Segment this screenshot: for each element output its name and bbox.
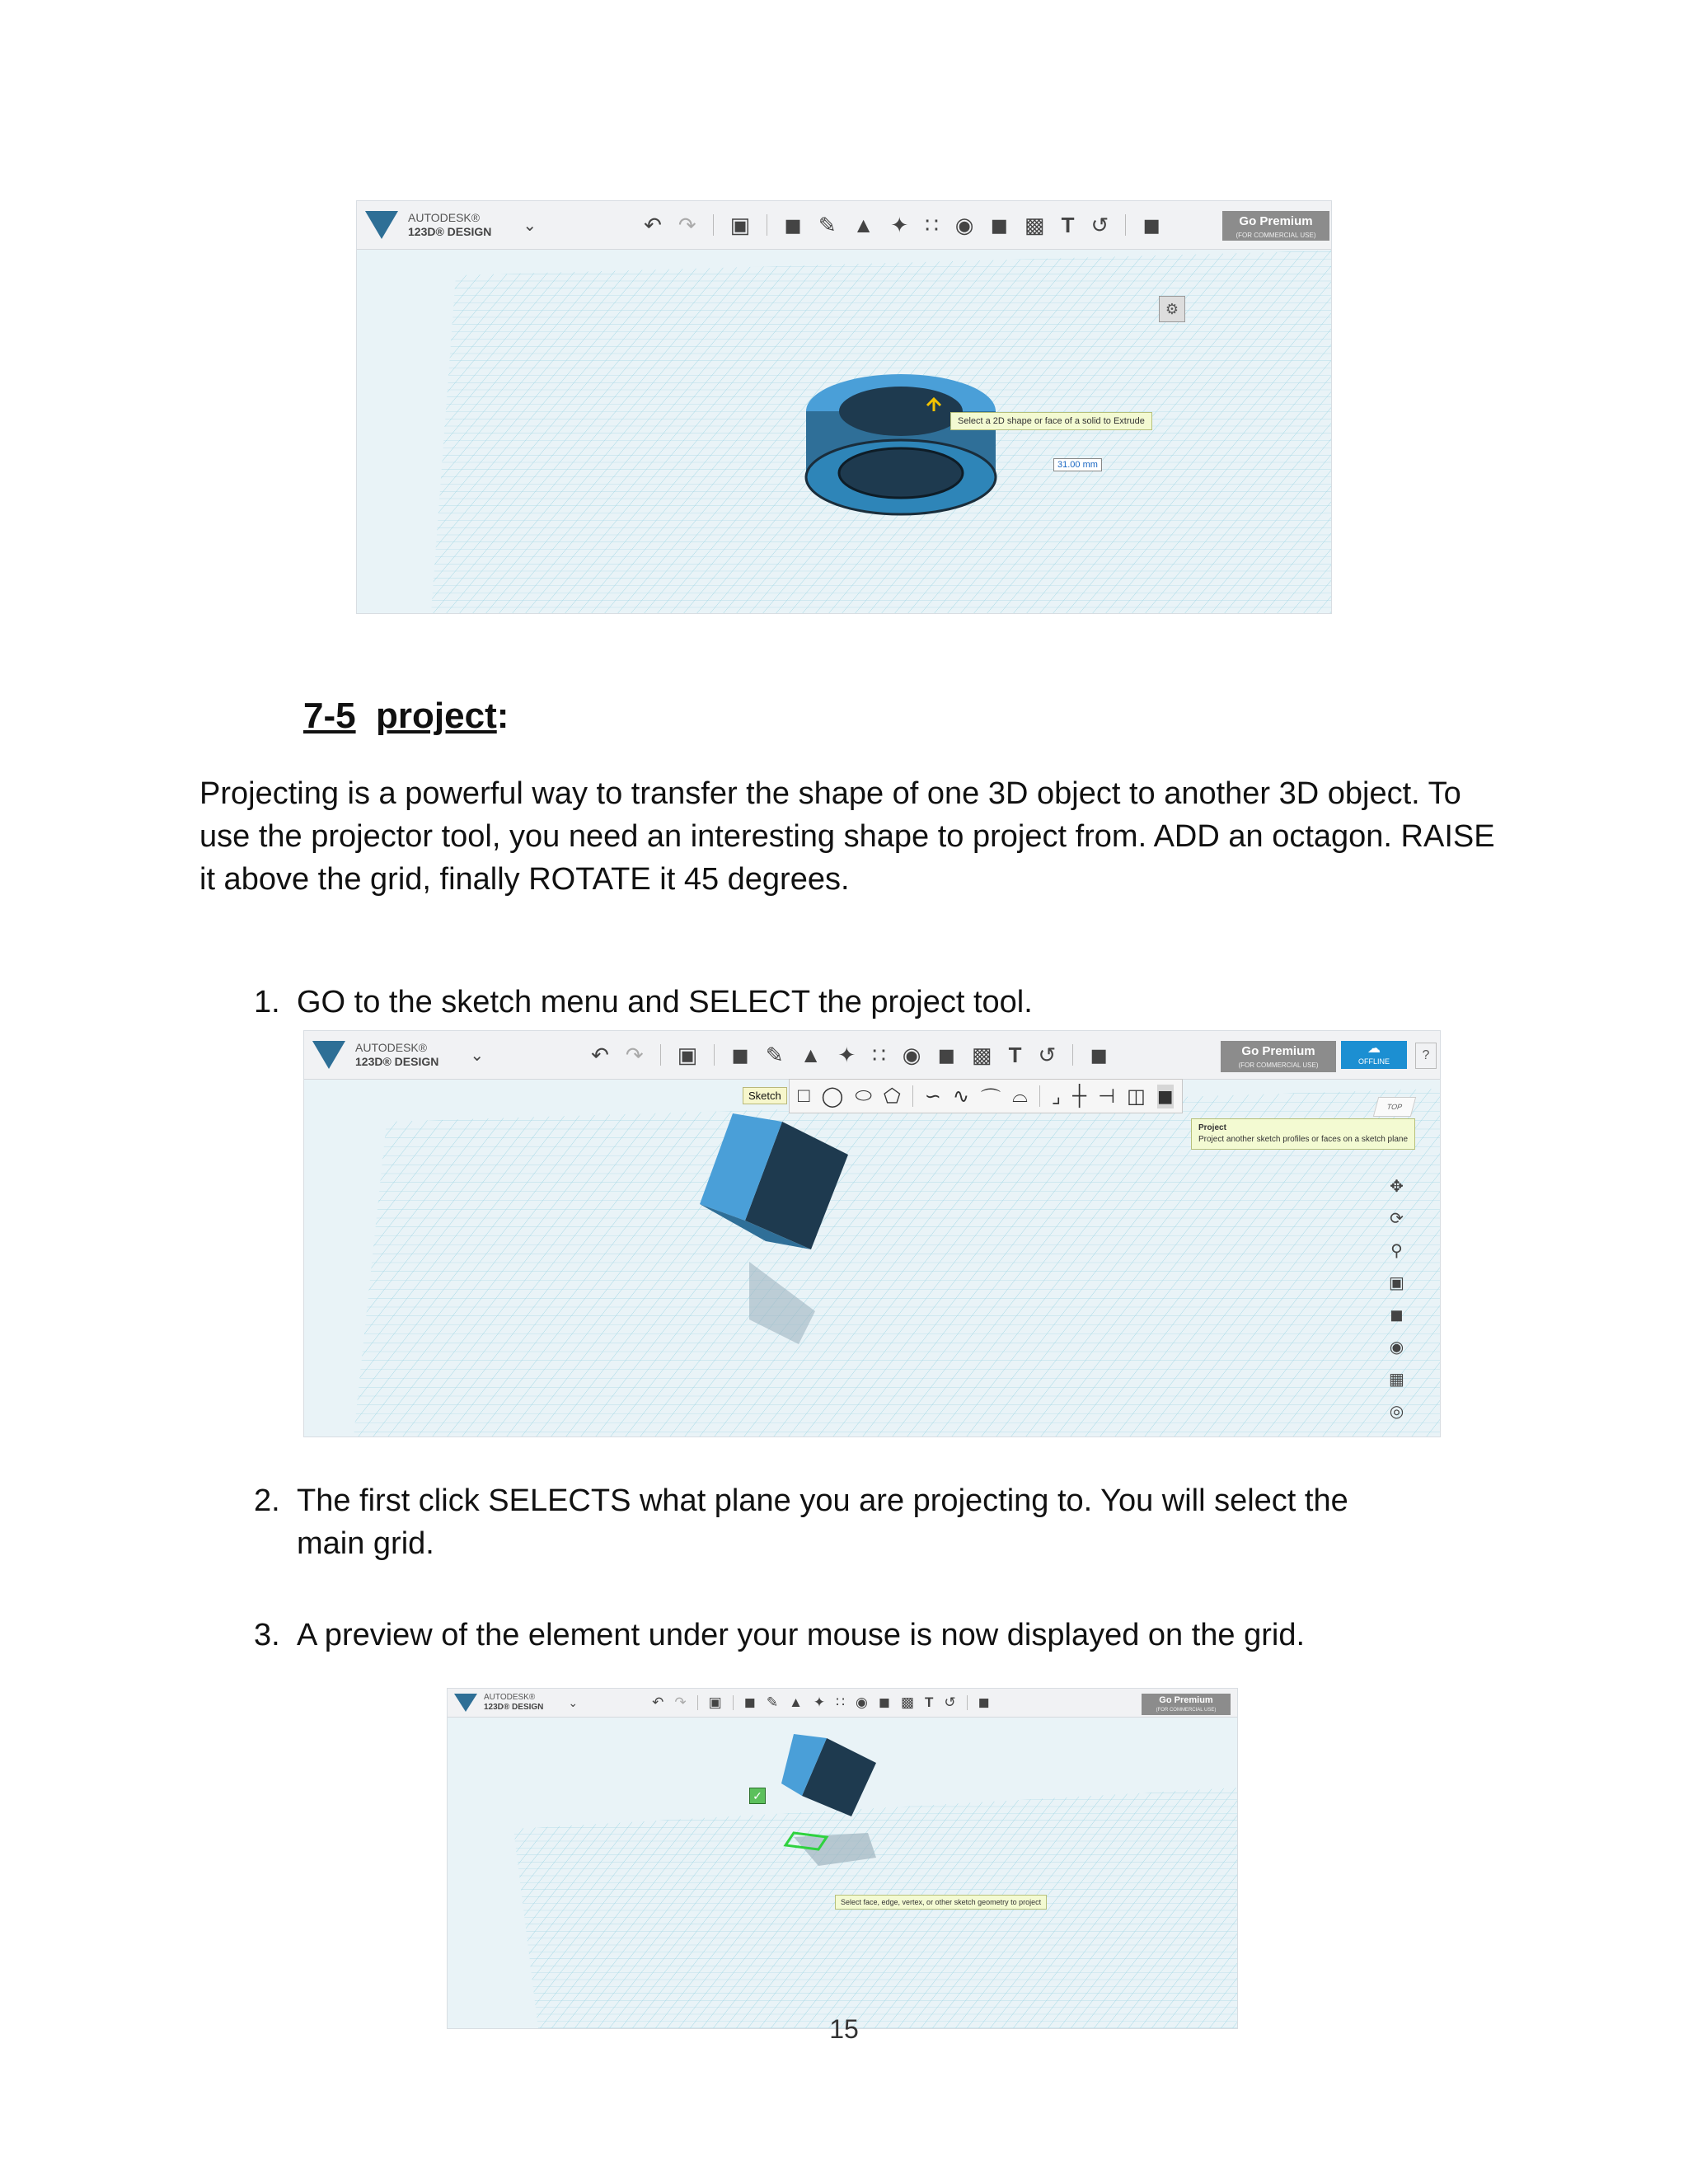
circle-sketch-icon[interactable]: ◯ (821, 1085, 844, 1108)
transform-icon[interactable]: ▣ (708, 1694, 722, 1710)
ellipse-sketch-icon[interactable]: ⬭ (855, 1085, 872, 1107)
offline-button[interactable]: ☁ OFFLINE (1341, 1041, 1407, 1069)
visibility-eye-icon[interactable]: ◉ (1389, 1338, 1404, 1357)
modify-icon[interactable]: ✦ (890, 212, 909, 237)
app-logo[interactable]: AUTODESK® 123D® DESIGN (304, 1041, 438, 1069)
grid-viewport[interactable] (448, 1689, 1237, 2028)
combine-icon[interactable]: ◼ (990, 212, 1009, 237)
material-icon[interactable]: ◼ (1090, 1042, 1108, 1067)
material-icon[interactable]: ◼ (978, 1694, 990, 1710)
extend-sketch-icon[interactable]: ⊣ (1098, 1085, 1116, 1108)
autodesk-logo-icon (312, 1041, 345, 1069)
grid-toggle-icon[interactable]: ▦ (1389, 1371, 1404, 1389)
camera-icon[interactable]: ◎ (1389, 1403, 1404, 1421)
screenshot-project-tool (303, 1030, 1441, 1437)
sketch-menu-label: Sketch (743, 1087, 787, 1104)
pattern-icon[interactable]: ∷ (872, 1042, 886, 1067)
app-toolbar (304, 1031, 1440, 1080)
cloud-offline-icon: ☁ (1367, 1042, 1381, 1056)
step-1: 1. GO to the sketch menu and SELECT the project tool. (254, 985, 1033, 1019)
step-3: 3. A preview of the element under your mouse is now displayed on the grid. (254, 1618, 1306, 1652)
modify-icon[interactable]: ✦ (837, 1042, 856, 1067)
transform-icon[interactable]: ▣ (729, 212, 751, 237)
app-logo[interactable]: AUTODESK® 123D® DESIGN (357, 211, 491, 239)
settings-gear-icon[interactable]: ⚙ (1159, 296, 1185, 322)
text-icon[interactable]: T (1008, 1042, 1022, 1067)
offset-sketch-icon[interactable]: ◫ (1127, 1085, 1146, 1108)
combine-icon[interactable]: ◼ (937, 1042, 956, 1067)
undo-icon[interactable]: ↶ (652, 1694, 664, 1710)
pattern-icon[interactable]: ∷ (925, 212, 939, 237)
sketch-icon[interactable]: ✎ (765, 1042, 784, 1067)
extrude-distance-input[interactable]: 31.00 mm (1053, 458, 1102, 471)
grouping-icon[interactable]: ◉ (954, 212, 974, 237)
go-premium-button[interactable]: Go Premium (FOR COMMERCIAL USE) (1222, 211, 1329, 241)
zoom-icon[interactable]: ⚲ (1390, 1242, 1403, 1260)
grid-viewport[interactable] (357, 201, 1331, 613)
page-number: 15 (829, 2014, 859, 2044)
app-toolbar (357, 201, 1331, 250)
autodesk-logo-icon (454, 1694, 477, 1712)
fillet-sketch-icon[interactable]: ⌟ (1051, 1085, 1062, 1108)
text-icon[interactable]: T (925, 1694, 934, 1710)
primitives-icon[interactable]: ◼ (731, 1042, 749, 1067)
grouping-icon[interactable]: ◉ (902, 1042, 921, 1067)
autodesk-logo-icon (365, 211, 398, 239)
construct-icon[interactable]: ▲ (852, 212, 874, 237)
confirm-checkbox[interactable]: ✓ (749, 1788, 766, 1804)
help-button[interactable]: ? (1415, 1043, 1437, 1069)
project-sketch-icon[interactable]: ◼ (1156, 1085, 1174, 1108)
polyline-sketch-icon[interactable]: ∽ (924, 1085, 941, 1108)
view-mode-icon[interactable]: ◼ (1390, 1306, 1404, 1324)
measure-icon[interactable]: ▩ (1025, 212, 1045, 237)
project-tooltip: Project Project another sketch profiles or faces on a sketch plane (1191, 1118, 1415, 1150)
screenshot-extrude (356, 200, 1332, 614)
redo-icon[interactable]: ↷ (625, 1042, 644, 1067)
text-icon[interactable]: T (1061, 212, 1075, 237)
intro-paragraph: Projecting is a powerful way to transfer the shape of one 3D object to another 3D object. To use the projector tool, you need an interesting shape to project from. ADD an octagon. RAISE it above the grid, finally ROTATE it 45 degrees. (199, 776, 1495, 897)
snap-icon[interactable]: ↺ (944, 1694, 956, 1710)
polygon-sketch-icon[interactable]: ⬠ (883, 1085, 901, 1108)
fit-icon[interactable]: ▣ (1389, 1274, 1404, 1292)
arc-sketch-icon[interactable]: ⌒ (980, 1087, 1001, 1110)
redo-icon[interactable]: ↷ (678, 212, 696, 237)
transform-icon[interactable]: ▣ (677, 1042, 698, 1067)
section-heading: 7-5 project: (303, 696, 509, 736)
snap-icon[interactable]: ↺ (1038, 1042, 1057, 1067)
project-select-tooltip: Select face, edge, vertex, or other sketch geometry to project (835, 1895, 1047, 1910)
navigation-bar (1389, 1176, 1404, 1422)
sketch-tools-bar (789, 1079, 1183, 1113)
step-2: 2. The first click SELECTS what plane you are projecting to. You will select the main grid. (254, 1483, 1348, 1561)
go-premium-button[interactable]: Go Premium (FOR COMMERCIAL USE) (1142, 1694, 1231, 1715)
redo-icon[interactable]: ↷ (674, 1694, 687, 1710)
grouping-icon[interactable]: ◉ (855, 1694, 868, 1710)
measure-icon[interactable]: ▩ (900, 1694, 915, 1710)
orbit-icon[interactable]: ⟳ (1390, 1210, 1404, 1228)
combine-icon[interactable]: ◼ (878, 1694, 890, 1710)
trim-sketch-icon[interactable]: ┼ (1072, 1085, 1087, 1107)
pattern-icon[interactable]: ∷ (836, 1694, 845, 1710)
app-menu-chevron-icon[interactable]: ⌄ (568, 1695, 579, 1709)
material-icon[interactable]: ◼ (1142, 212, 1160, 237)
app-menu-chevron-icon[interactable]: ⌄ (523, 216, 537, 235)
screenshot-project-preview (447, 1688, 1238, 2029)
undo-icon[interactable]: ↶ (591, 1042, 609, 1067)
sketch-icon[interactable]: ✎ (766, 1694, 779, 1710)
primitives-icon[interactable]: ◼ (743, 1694, 756, 1710)
app-menu-chevron-icon[interactable]: ⌄ (470, 1046, 485, 1065)
app-logo[interactable]: AUTODESK® 123D® DESIGN (448, 1693, 543, 1713)
arc2-sketch-icon[interactable]: ⌓ (1011, 1085, 1028, 1107)
viewcube[interactable]: TOP (1373, 1097, 1416, 1117)
modify-icon[interactable]: ✦ (813, 1694, 826, 1710)
go-premium-button[interactable]: Go Premium (FOR COMMERCIAL USE) (1221, 1041, 1336, 1072)
app-toolbar (448, 1689, 1237, 1718)
measure-icon[interactable]: ▩ (972, 1042, 992, 1067)
pan-icon[interactable]: ✥ (1390, 1178, 1404, 1196)
construct-icon[interactable]: ▲ (789, 1694, 803, 1710)
construct-icon[interactable]: ▲ (799, 1042, 822, 1067)
spline-sketch-icon[interactable]: ∿ (952, 1085, 969, 1108)
undo-icon[interactable]: ↶ (644, 212, 662, 237)
snap-icon[interactable]: ↺ (1090, 212, 1109, 237)
primitives-icon[interactable]: ◼ (784, 212, 802, 237)
extrude-tooltip: Select a 2D shape or face of a solid to Extrude (950, 412, 1152, 430)
sketch-icon[interactable]: ✎ (818, 212, 837, 237)
rectangle-sketch-icon[interactable]: □ (798, 1085, 810, 1107)
